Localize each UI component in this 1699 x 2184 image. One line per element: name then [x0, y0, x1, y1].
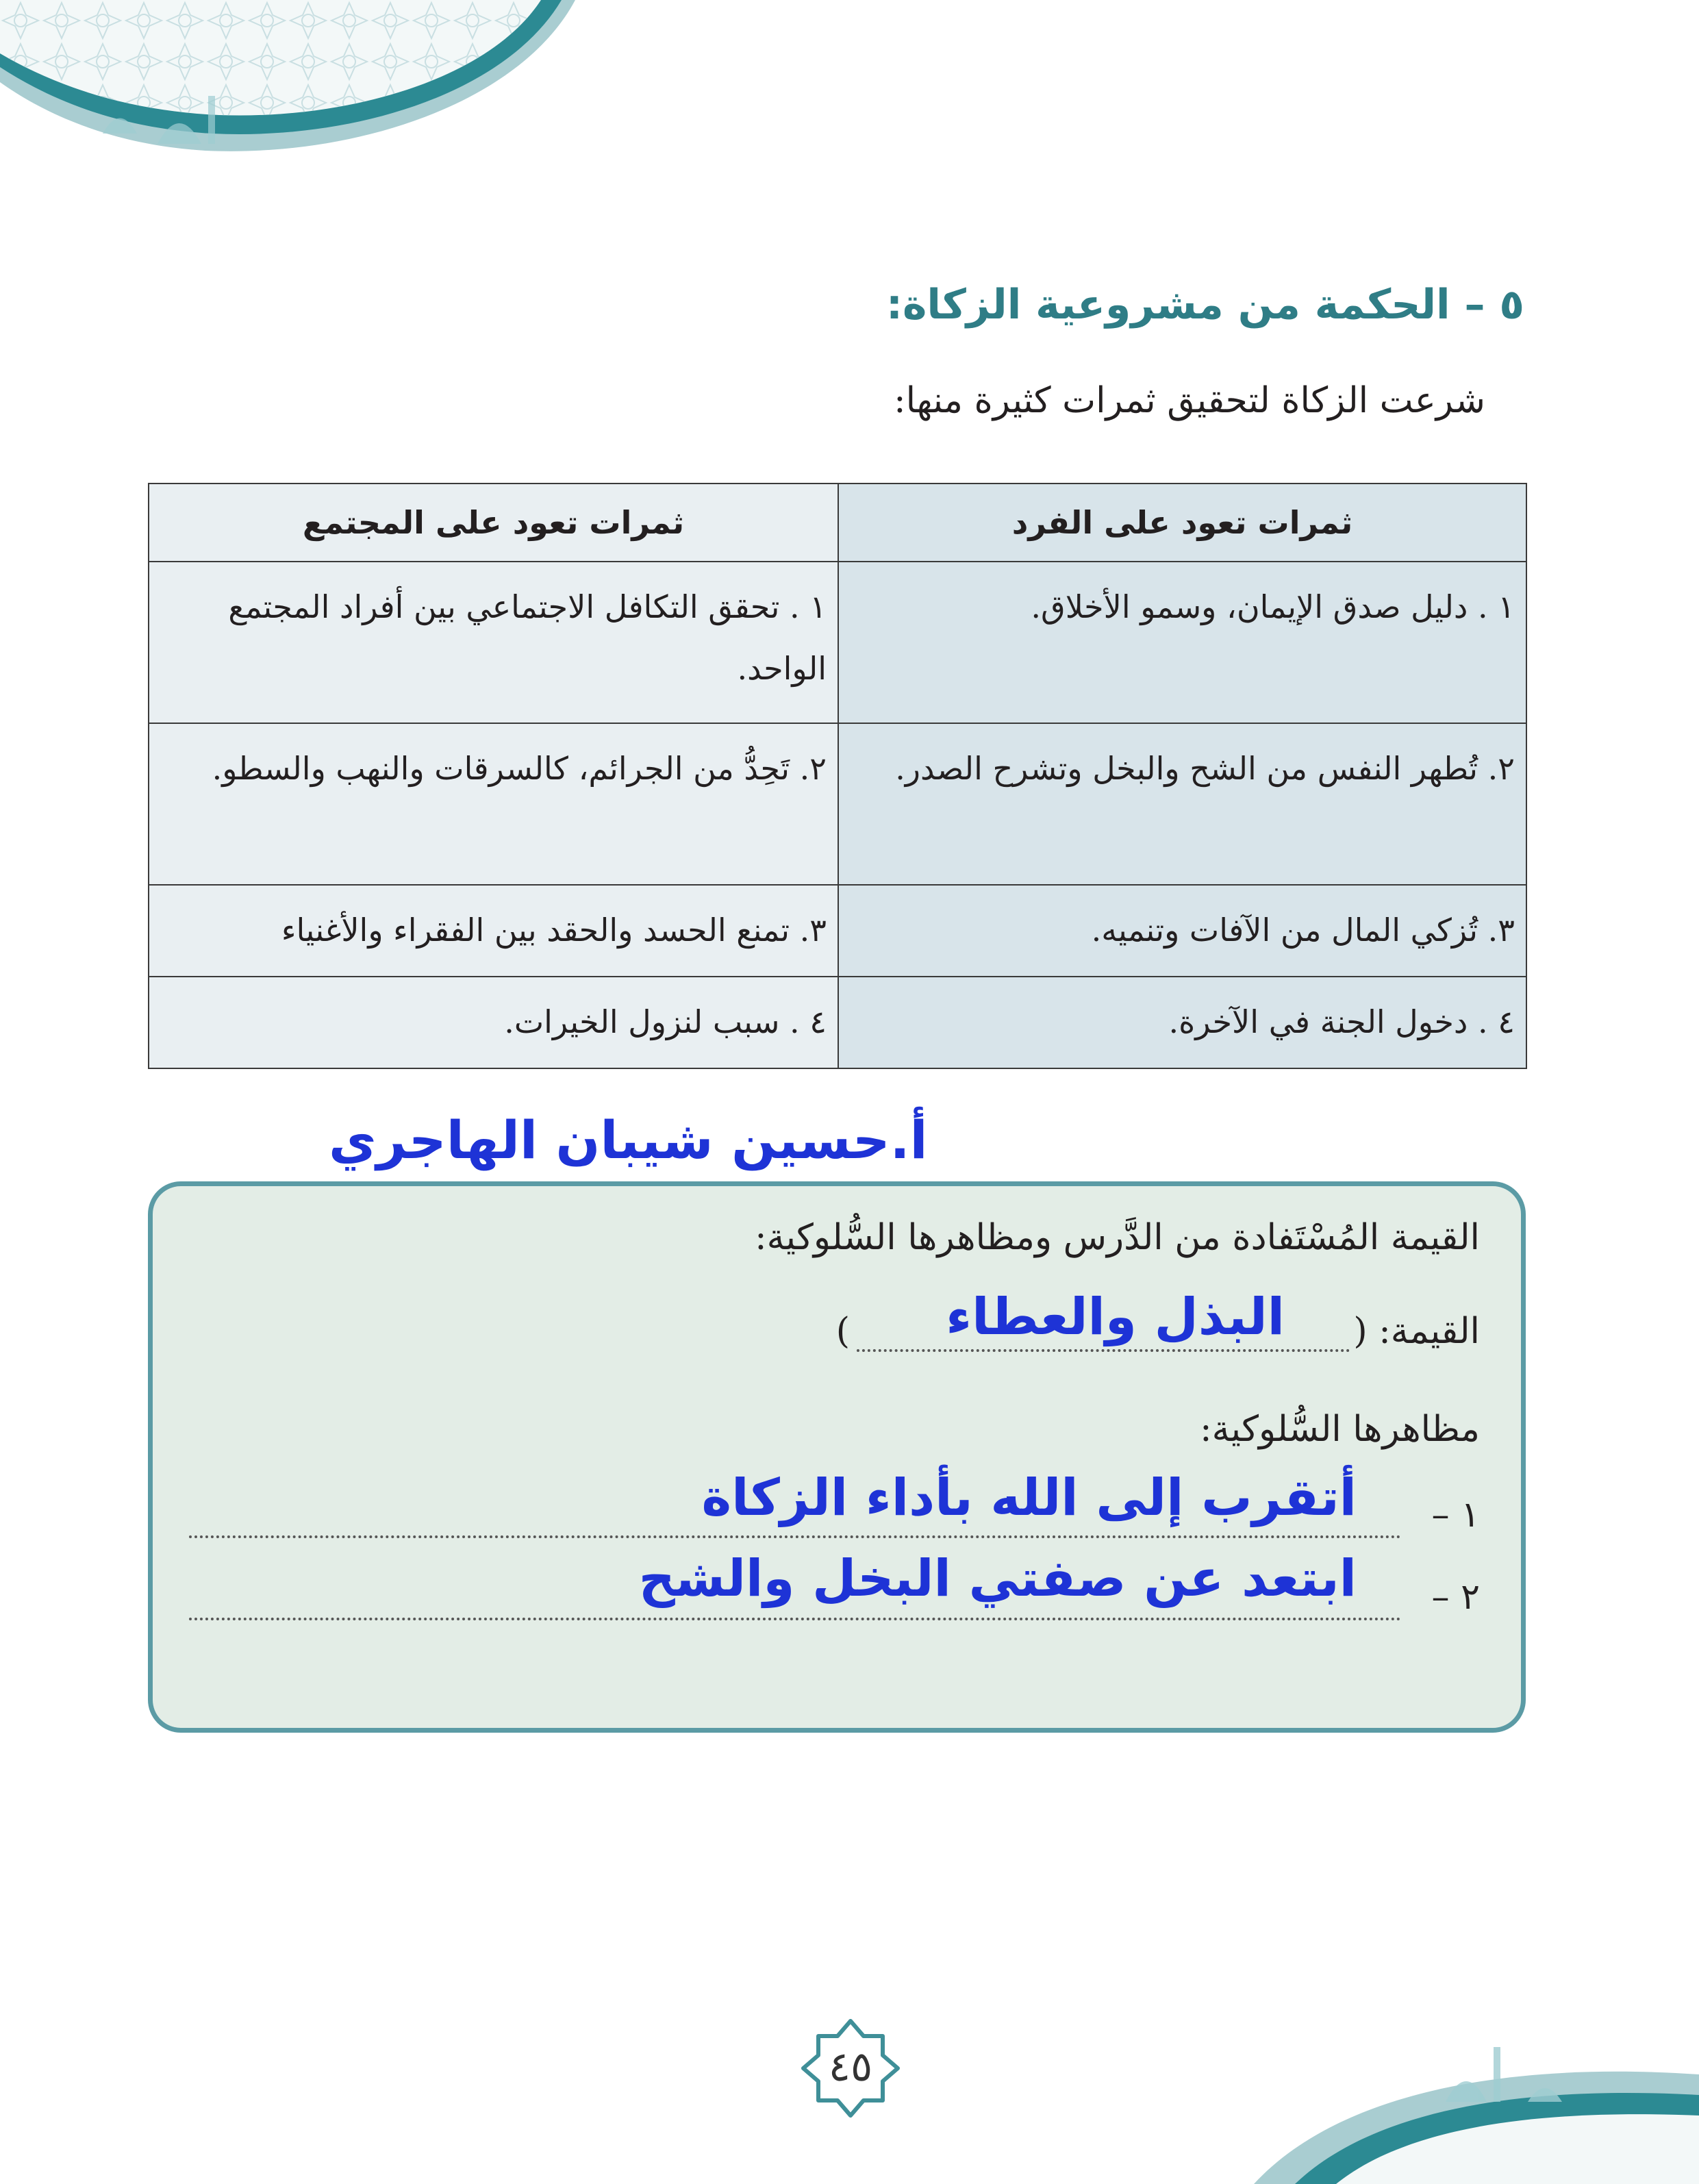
lesson-value-box — [148, 1181, 1526, 1733]
header-society: ثمرات تعود على المجتمع — [149, 484, 838, 562]
behavior-answer: ابتعد عن صفتي البخل والشح — [638, 1549, 1357, 1608]
value-answer-line — [857, 1349, 1350, 1352]
bottom-corner-ornament — [1254, 2020, 1699, 2184]
page-number-badge — [799, 2017, 902, 2120]
behavior-number: ١ – — [1431, 1494, 1480, 1535]
behavior-number: ٢ – — [1431, 1577, 1480, 1618]
value-label: القيمة: ( — [1353, 1311, 1480, 1352]
header-individual: ثمرات تعود على الفرد — [838, 484, 1526, 562]
top-corner-ornament — [0, 0, 575, 164]
table-cell: ٤ . سبب لنزول الخيرات. — [149, 977, 838, 1068]
table-cell: ٤ . دخول الجنة في الآخرة. — [838, 977, 1526, 1068]
page-number: ٤٥ — [828, 2043, 873, 2091]
value-box-title: القيمة المُسْتَفادة من الدَّرس ومظاهرها السُّلوكية: — [755, 1217, 1480, 1258]
table-cell: ٢. تَحِدُّ من الجرائم، كالسرقات والنهب والسطو. — [149, 723, 838, 885]
table-cell: ٣. تُزكي المال من الآفات وتنميه. — [838, 885, 1526, 977]
table-cell: ١ . دليل صدق الإيمان، وسمو الأخلاق. — [838, 562, 1526, 723]
value-close-paren: ) — [835, 1311, 850, 1352]
section-heading: ٥ – الحكمة من مشروعية الزكاة: — [886, 281, 1524, 329]
table-row — [149, 885, 1526, 977]
table-row — [149, 562, 1526, 723]
fruits-table — [148, 483, 1527, 1069]
behaviors-label: مظاهرها السُّلوكية: — [1200, 1409, 1480, 1450]
behavior-answer-line — [189, 1535, 1401, 1538]
author-handwriting: أ.حسين شيبان الهاجري — [329, 1109, 928, 1170]
value-answer: البذل والعطاء — [946, 1288, 1285, 1346]
table-cell: ٢. تُطهر النفس من الشح والبخل وتشرح الصدر. — [838, 723, 1526, 885]
table-row — [149, 723, 1526, 885]
behavior-answer-line — [189, 1618, 1401, 1620]
table-row — [149, 977, 1526, 1068]
section-intro: شرعت الزكاة لتحقيق ثمرات كثيرة منها: — [894, 380, 1485, 421]
behavior-answer: أتقرب إلى الله بأداء الزكاة — [701, 1468, 1357, 1527]
table-cell: ٣. تمنع الحسد والحقد بين الفقراء والأغنياء — [149, 885, 838, 977]
table-cell: ١ . تحقق التكافل الاجتماعي بين أفراد المجتمع الواحد. — [149, 562, 838, 723]
